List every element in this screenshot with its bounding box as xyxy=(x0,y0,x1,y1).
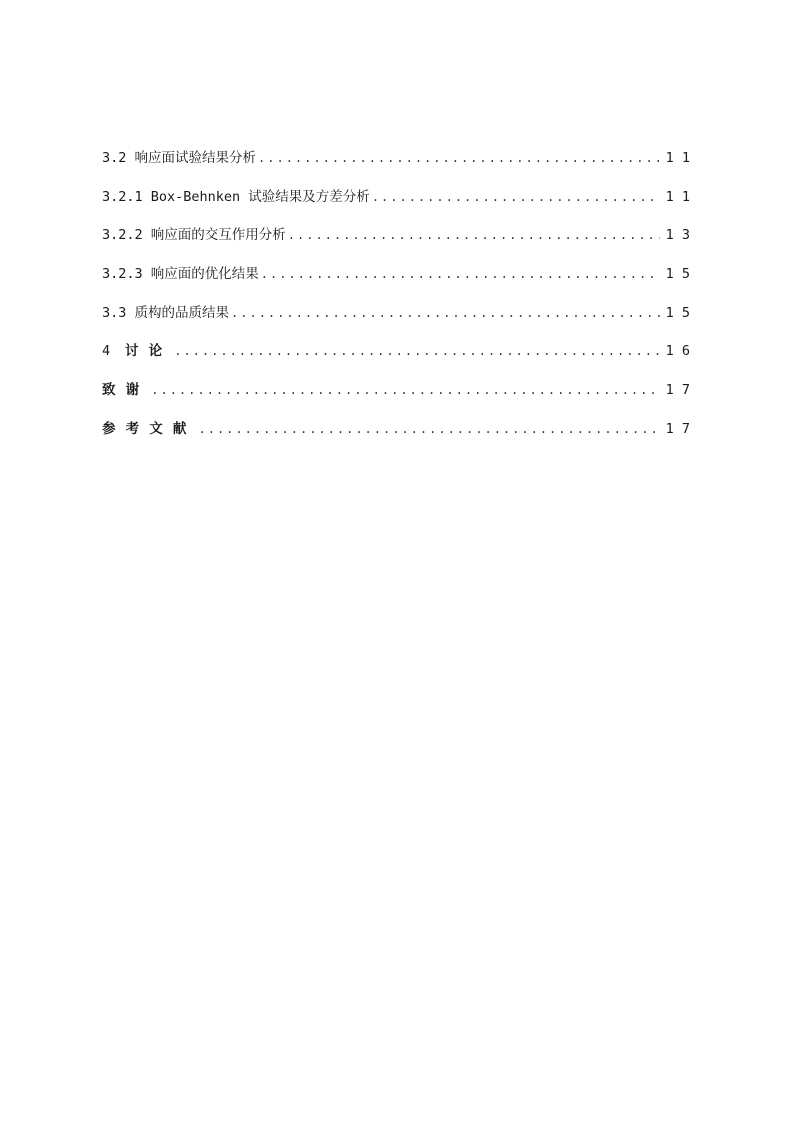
toc-dot-leader xyxy=(231,301,660,325)
toc-page-number: 13 xyxy=(665,227,699,244)
toc-entry-label: 3.3 质构的品质结果 xyxy=(102,304,230,321)
toc-section-title: 讨论 xyxy=(124,343,173,360)
toc-dot-leader xyxy=(199,417,660,441)
toc-entry-label: 参考文献 xyxy=(102,420,197,437)
table-of-contents xyxy=(102,146,699,456)
toc-entry-discussion[interactable] xyxy=(102,339,699,378)
toc-dot-leader xyxy=(261,262,660,286)
toc-page-number: 17 xyxy=(665,420,699,437)
toc-entry-acknowledgements[interactable] xyxy=(102,378,699,417)
toc-entry-label xyxy=(102,339,174,363)
toc-page-number: 16 xyxy=(665,343,699,360)
toc-entry-label: 致谢 xyxy=(102,382,150,399)
toc-page-number: 11 xyxy=(665,150,699,166)
toc-section-number: 4 xyxy=(102,343,111,360)
toc-entry-references[interactable] xyxy=(102,417,699,456)
toc-page-number: 11 xyxy=(665,188,699,205)
toc-dot-leader xyxy=(151,378,659,402)
toc-entry-label: 3.2.1 Box-Behnken 试验结果及方差分析 xyxy=(102,188,370,205)
toc-entry-3-2-2[interactable] xyxy=(102,223,699,262)
toc-dot-leader xyxy=(372,185,660,209)
toc-page-number: 15 xyxy=(665,266,699,283)
toc-entry-label: 3.2.2 响应面的交互作用分析 xyxy=(102,227,286,244)
toc-dot-leader xyxy=(258,146,660,170)
toc-entry-label: 3.2.3 响应面的优化结果 xyxy=(102,266,259,283)
toc-page-number: 17 xyxy=(665,382,699,399)
toc-dot-leader xyxy=(288,223,660,247)
toc-entry-3-2-3[interactable] xyxy=(102,262,699,301)
toc-entry-3-2[interactable] xyxy=(102,146,699,185)
toc-entry-3-2-1[interactable] xyxy=(102,185,699,224)
toc-page-number: 15 xyxy=(665,304,699,321)
toc-entry-3-3[interactable] xyxy=(102,301,699,340)
toc-entry-label: 3.2 响应面试验结果分析 xyxy=(102,150,257,166)
toc-dot-leader xyxy=(174,339,659,363)
